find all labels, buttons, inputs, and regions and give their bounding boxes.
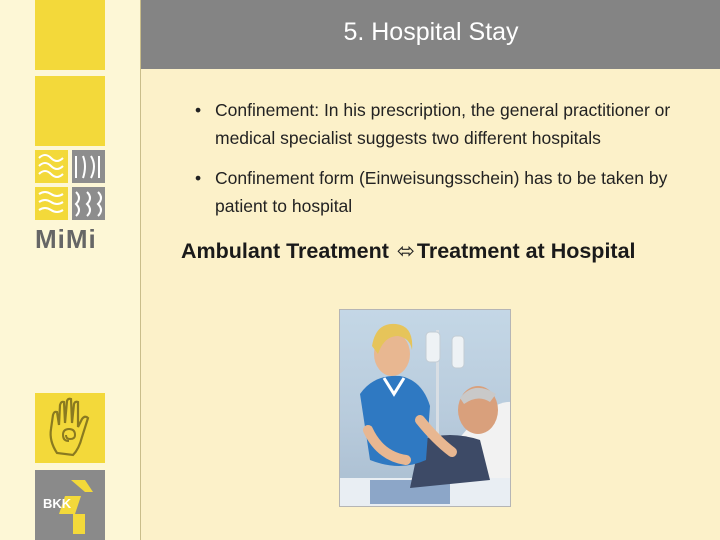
slide-title: 5. Hospital Stay <box>343 18 519 46</box>
brand-logo: MiMi <box>35 224 97 254</box>
left-sidebar <box>0 0 140 540</box>
bullet-list <box>193 96 713 232</box>
left-right-arrow-icon: ⬄ <box>396 239 415 263</box>
slide-content <box>140 0 720 540</box>
title-bar <box>141 0 720 69</box>
bullet-marker: • <box>195 168 202 188</box>
insurer-logo-text: BKK <box>43 496 72 511</box>
comparison-left: Ambulant Treatment <box>181 239 389 263</box>
hand-spiral-icon <box>35 393 105 463</box>
bullet-text: Confinement form (Einweisungsschein) has to be taken by patient to hospital <box>215 168 668 216</box>
bullet-item <box>193 96 713 152</box>
comparison-heading <box>181 239 636 264</box>
nurse-patient-photo <box>339 309 511 507</box>
yellow-tile-middle <box>35 76 105 146</box>
bullet-marker: • <box>195 100 202 120</box>
bullet-text: Confinement: In his prescription, the general practitioner or medical specialist suggests two different hospitals <box>215 100 671 148</box>
mimi-pattern-icon <box>35 150 105 220</box>
bullet-item <box>193 164 713 220</box>
bkk-logo-icon <box>35 470 105 540</box>
yellow-tile-top <box>35 0 105 70</box>
comparison-right: Treatment at Hospital <box>416 239 636 263</box>
